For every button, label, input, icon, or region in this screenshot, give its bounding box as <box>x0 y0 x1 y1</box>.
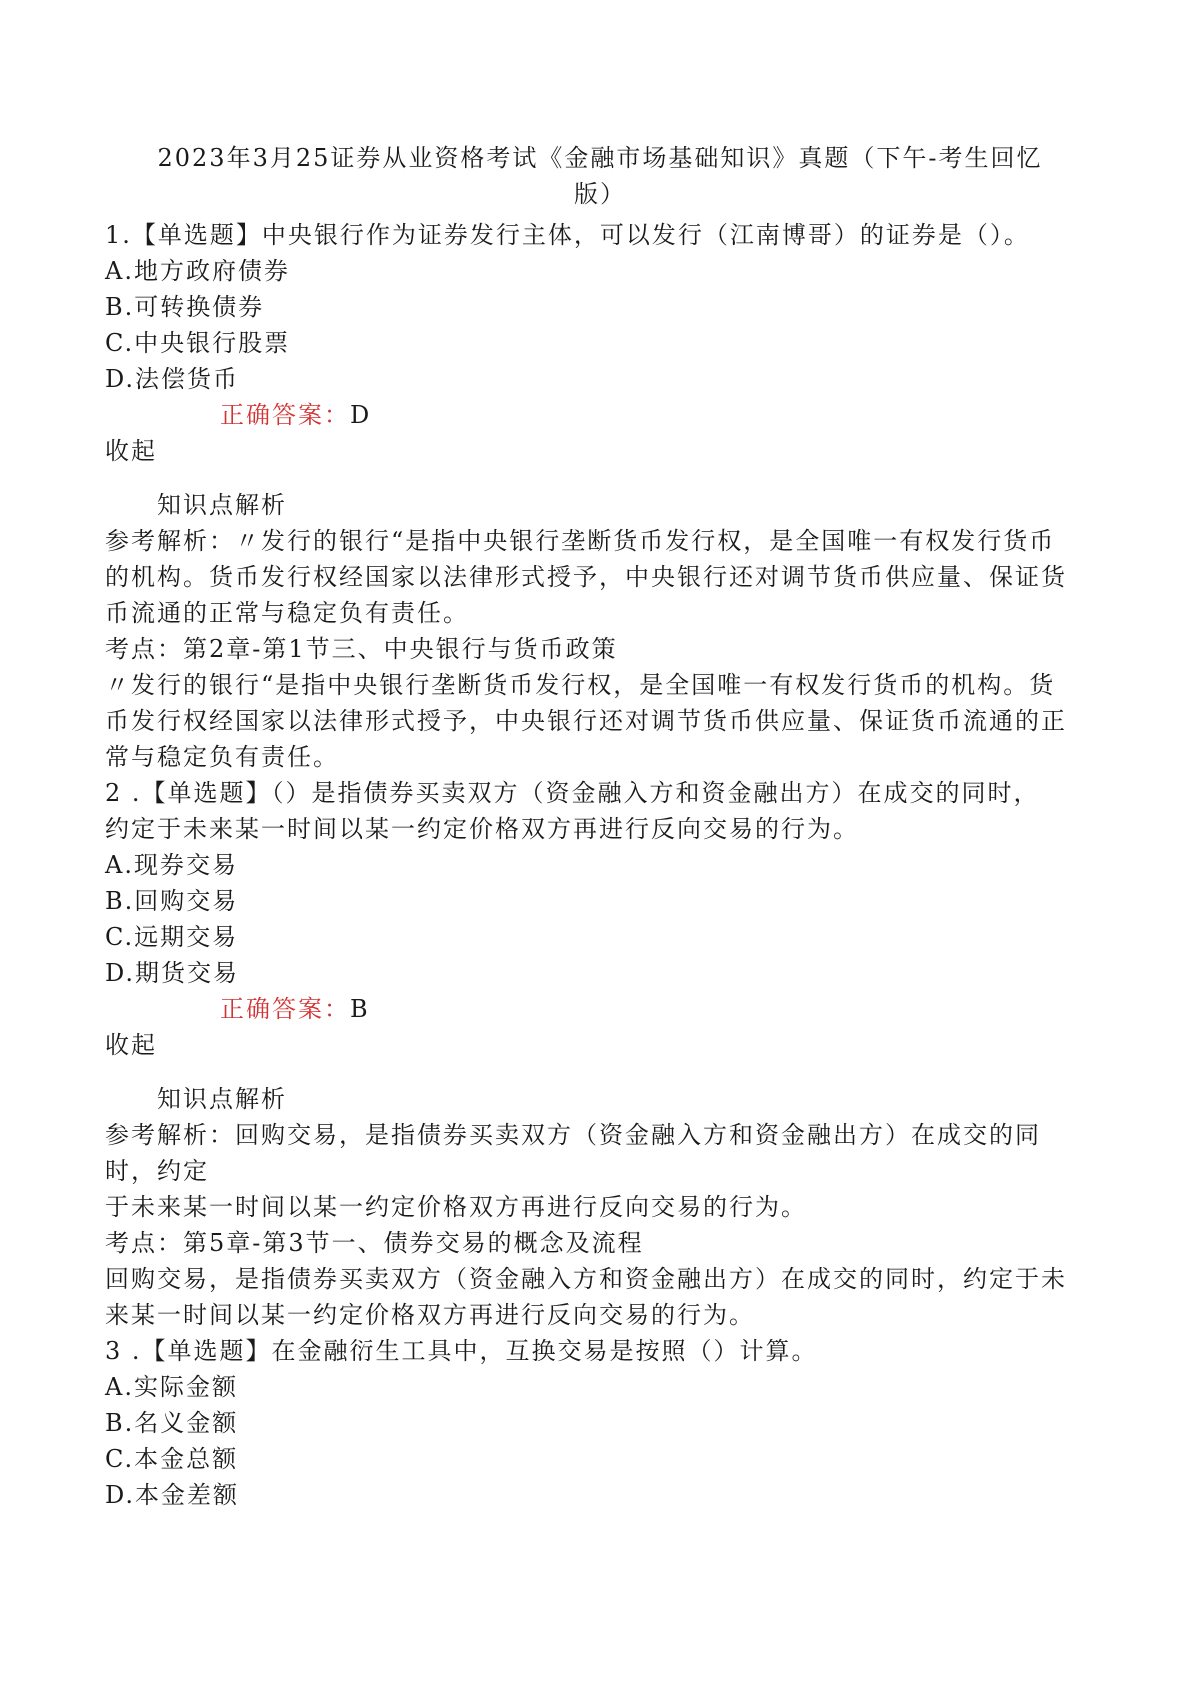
question-2 <box>105 775 1080 1333</box>
question-stem-line: 2 .【单选题】（）是指债券买卖双方（资金融入方和资金融出方）在成交的同时， <box>105 779 1040 807</box>
option-c: C.中央银行股票 <box>105 329 291 357</box>
analysis-line: 参考解析：回购交易，是指债券买卖双方（资金融入方和资金融出方）在成交的同 <box>105 1121 1041 1149</box>
spacer <box>105 1063 1080 1081</box>
correct-answer-label: 正确答案： <box>220 995 350 1023</box>
document-title <box>130 140 1070 212</box>
option-a: A.实际金额 <box>105 1373 238 1401</box>
collapse-link[interactable]: 收起 <box>105 1031 157 1059</box>
option-c: C.本金总额 <box>105 1445 239 1473</box>
knowledge-point-heading: 知识点解析 <box>157 491 287 519</box>
option-d: D.法偿货币 <box>105 365 240 393</box>
question-stem-line: 约定于未来某一时间以某一约定价格双方再进行反向交易的行为。 <box>105 815 859 843</box>
analysis-line: 参考解析：〃发行的银行“是指中央银行垄断货币发行权，是全国唯一有权发行货币 <box>105 527 1056 555</box>
title-line-2: 版） <box>574 180 626 208</box>
option-d: D.本金差额 <box>105 1481 240 1509</box>
topic-text-line: 来某一时间以某一约定价格双方再进行反向交易的行为。 <box>105 1301 755 1329</box>
option-a: A.现券交易 <box>105 851 238 879</box>
question-1 <box>105 217 1080 775</box>
topic-heading: 考点：第2章-第1节三、中央银行与货币政策 <box>105 635 618 663</box>
option-b: B.可转换债券 <box>105 293 265 321</box>
spacer <box>105 469 1080 487</box>
option-b: B.名义金额 <box>105 1409 239 1437</box>
question-stem: 1.【单选题】中央银行作为证券发行主体，可以发行（江南博哥）的证券是（）。 <box>105 221 1030 249</box>
knowledge-point-heading: 知识点解析 <box>157 1085 287 1113</box>
topic-text-line: 回购交易，是指债券买卖双方（资金融入方和资金融出方）在成交的同时，约定于未 <box>105 1265 1067 1293</box>
question-stem: 3 .【单选题】在金融衍生工具中，互换交易是按照（）计算。 <box>105 1337 818 1365</box>
title-line-1: 2023年3月25证券从业资格考试《金融市场基础知识》真题（下午-考生回忆 <box>157 144 1043 172</box>
analysis-line: 时，约定 <box>105 1157 209 1185</box>
question-list <box>105 217 1080 1513</box>
correct-answer-label: 正确答案： <box>220 401 350 429</box>
topic-text-line: 币发行权经国家以法律形式授予，中央银行还对调节货币供应量、保证货币流通的正 <box>105 707 1067 735</box>
correct-answer-value: B <box>350 995 370 1023</box>
option-c: C.远期交易 <box>105 923 239 951</box>
correct-answer <box>105 991 1080 1027</box>
question-3 <box>105 1333 1080 1513</box>
topic-heading: 考点：第5章-第3节一、债券交易的概念及流程 <box>105 1229 644 1257</box>
option-d: D.期货交易 <box>105 959 240 987</box>
analysis-line: 于未来某一时间以某一约定价格双方再进行反向交易的行为。 <box>105 1193 807 1221</box>
option-a: A.地方政府债券 <box>105 257 290 285</box>
topic-text-line: 常与稳定负有责任。 <box>105 743 339 771</box>
topic-text-line: 〃发行的银行“是指中央银行垄断货币发行权，是全国唯一有权发行货币的机构。货 <box>105 671 1056 699</box>
option-b: B.回购交易 <box>105 887 239 915</box>
analysis-line: 币流通的正常与稳定负有责任。 <box>105 599 469 627</box>
correct-answer <box>105 397 1080 433</box>
correct-answer-value: D <box>350 401 372 429</box>
collapse-link[interactable]: 收起 <box>105 437 157 465</box>
analysis-line: 的机构。货币发行权经国家以法律形式授予，中央银行还对调节货币供应量、保证货 <box>105 563 1067 591</box>
